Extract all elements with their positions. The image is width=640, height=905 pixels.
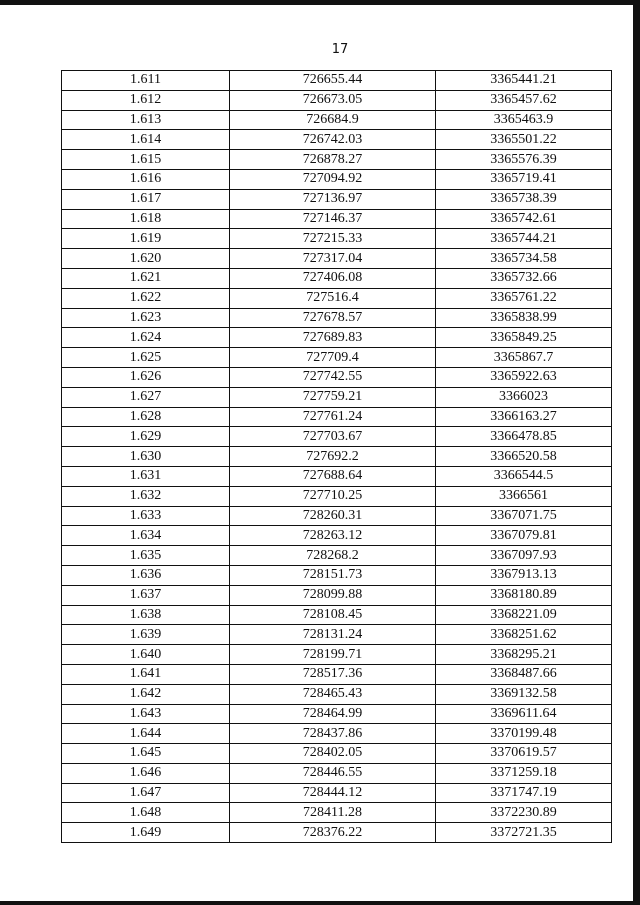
y-coordinate-cell: 3367097.93	[436, 546, 612, 566]
y-coordinate-cell: 3365867.7	[436, 348, 612, 368]
point-number-cell: 1.630	[62, 447, 230, 467]
x-coordinate-cell: 728444.12	[230, 783, 436, 803]
point-number-cell: 1.624	[62, 328, 230, 348]
y-coordinate-cell: 3370619.57	[436, 744, 612, 764]
table-row	[62, 704, 612, 724]
y-coordinate-cell: 3365761.22	[436, 288, 612, 308]
x-coordinate-cell: 727709.4	[230, 348, 436, 368]
y-coordinate-cell: 3367913.13	[436, 565, 612, 585]
x-coordinate-cell: 728411.28	[230, 803, 436, 823]
table-row	[62, 684, 612, 704]
x-coordinate-cell: 726684.9	[230, 110, 436, 130]
x-coordinate-cell: 727742.55	[230, 367, 436, 387]
point-number-cell: 1.616	[62, 169, 230, 189]
point-number-cell: 1.636	[62, 565, 230, 585]
table-row	[62, 90, 612, 110]
point-number-cell: 1.625	[62, 348, 230, 368]
table-row	[62, 387, 612, 407]
x-coordinate-cell: 728151.73	[230, 565, 436, 585]
scan-bottom-border	[0, 901, 640, 905]
table-row	[62, 130, 612, 150]
table-row	[62, 209, 612, 229]
table-row	[62, 605, 612, 625]
point-number-cell: 1.615	[62, 150, 230, 170]
table-row	[62, 249, 612, 269]
y-coordinate-cell: 3370199.48	[436, 724, 612, 744]
y-coordinate-cell: 3372230.89	[436, 803, 612, 823]
x-coordinate-cell: 728263.12	[230, 526, 436, 546]
table-row	[62, 625, 612, 645]
table-row	[62, 506, 612, 526]
point-number-cell: 1.641	[62, 664, 230, 684]
y-coordinate-cell: 3367071.75	[436, 506, 612, 526]
x-coordinate-cell: 728446.55	[230, 763, 436, 783]
table-row	[62, 71, 612, 91]
table-row	[62, 803, 612, 823]
y-coordinate-cell: 3365744.21	[436, 229, 612, 249]
x-coordinate-cell: 727215.33	[230, 229, 436, 249]
y-coordinate-cell: 3366023	[436, 387, 612, 407]
table-row	[62, 447, 612, 467]
point-number-cell: 1.623	[62, 308, 230, 328]
scan-right-border	[633, 0, 640, 905]
x-coordinate-cell: 728464.99	[230, 704, 436, 724]
point-number-cell: 1.620	[62, 249, 230, 269]
x-coordinate-cell: 728199.71	[230, 645, 436, 665]
y-coordinate-cell: 3365922.63	[436, 367, 612, 387]
table-row	[62, 308, 612, 328]
x-coordinate-cell: 728402.05	[230, 744, 436, 764]
point-number-cell: 1.644	[62, 724, 230, 744]
y-coordinate-cell: 3368251.62	[436, 625, 612, 645]
point-number-cell: 1.631	[62, 466, 230, 486]
y-coordinate-cell: 3372721.35	[436, 823, 612, 843]
x-coordinate-cell: 727688.64	[230, 466, 436, 486]
x-coordinate-cell: 728260.31	[230, 506, 436, 526]
table-row	[62, 783, 612, 803]
point-number-cell: 1.628	[62, 407, 230, 427]
y-coordinate-cell: 3365849.25	[436, 328, 612, 348]
x-coordinate-cell: 727678.57	[230, 308, 436, 328]
x-coordinate-cell: 726878.27	[230, 150, 436, 170]
y-coordinate-cell: 3365734.58	[436, 249, 612, 269]
x-coordinate-cell: 728437.86	[230, 724, 436, 744]
coordinates-table	[61, 70, 612, 843]
point-number-cell: 1.611	[62, 71, 230, 91]
table-row	[62, 466, 612, 486]
x-coordinate-cell: 728268.2	[230, 546, 436, 566]
y-coordinate-cell: 3365838.99	[436, 308, 612, 328]
table-row	[62, 150, 612, 170]
x-coordinate-cell: 727406.08	[230, 268, 436, 288]
point-number-cell: 1.642	[62, 684, 230, 704]
table-row	[62, 229, 612, 249]
y-coordinate-cell: 3365457.62	[436, 90, 612, 110]
y-coordinate-cell: 3365732.66	[436, 268, 612, 288]
table-row	[62, 763, 612, 783]
point-number-cell: 1.633	[62, 506, 230, 526]
x-coordinate-cell: 727692.2	[230, 447, 436, 467]
y-coordinate-cell: 3366478.85	[436, 427, 612, 447]
y-coordinate-cell: 3368221.09	[436, 605, 612, 625]
table-row	[62, 823, 612, 843]
y-coordinate-cell: 3369132.58	[436, 684, 612, 704]
y-coordinate-cell: 3365501.22	[436, 130, 612, 150]
table-row	[62, 268, 612, 288]
point-number-cell: 1.614	[62, 130, 230, 150]
x-coordinate-cell: 727516.4	[230, 288, 436, 308]
table-row	[62, 288, 612, 308]
y-coordinate-cell: 3367079.81	[436, 526, 612, 546]
point-number-cell: 1.619	[62, 229, 230, 249]
x-coordinate-cell: 728376.22	[230, 823, 436, 843]
y-coordinate-cell: 3366561	[436, 486, 612, 506]
y-coordinate-cell: 3368180.89	[436, 585, 612, 605]
table-row	[62, 328, 612, 348]
table-row	[62, 585, 612, 605]
x-coordinate-cell: 728108.45	[230, 605, 436, 625]
table-row	[62, 486, 612, 506]
table-row	[62, 367, 612, 387]
table-row	[62, 348, 612, 368]
x-coordinate-cell: 727094.92	[230, 169, 436, 189]
table-row	[62, 664, 612, 684]
point-number-cell: 1.637	[62, 585, 230, 605]
x-coordinate-cell: 726673.05	[230, 90, 436, 110]
x-coordinate-cell: 727759.21	[230, 387, 436, 407]
table-row	[62, 427, 612, 447]
point-number-cell: 1.648	[62, 803, 230, 823]
point-number-cell: 1.617	[62, 189, 230, 209]
point-number-cell: 1.645	[62, 744, 230, 764]
point-number-cell: 1.638	[62, 605, 230, 625]
point-number-cell: 1.640	[62, 645, 230, 665]
point-number-cell: 1.647	[62, 783, 230, 803]
point-number-cell: 1.634	[62, 526, 230, 546]
point-number-cell: 1.612	[62, 90, 230, 110]
y-coordinate-cell: 3371259.18	[436, 763, 612, 783]
x-coordinate-cell: 727146.37	[230, 209, 436, 229]
x-coordinate-cell: 726655.44	[230, 71, 436, 91]
x-coordinate-cell: 728099.88	[230, 585, 436, 605]
y-coordinate-cell: 3368487.66	[436, 664, 612, 684]
y-coordinate-cell: 3368295.21	[436, 645, 612, 665]
point-number-cell: 1.626	[62, 367, 230, 387]
x-coordinate-cell: 727689.83	[230, 328, 436, 348]
table-row	[62, 645, 612, 665]
y-coordinate-cell: 3366544.5	[436, 466, 612, 486]
point-number-cell: 1.621	[62, 268, 230, 288]
x-coordinate-cell: 727703.67	[230, 427, 436, 447]
x-coordinate-cell: 727317.04	[230, 249, 436, 269]
page-number: 17	[331, 42, 349, 57]
y-coordinate-cell: 3365441.21	[436, 71, 612, 91]
point-number-cell: 1.618	[62, 209, 230, 229]
point-number-cell: 1.635	[62, 546, 230, 566]
point-number-cell: 1.629	[62, 427, 230, 447]
table-row	[62, 110, 612, 130]
y-coordinate-cell: 3365738.39	[436, 189, 612, 209]
point-number-cell: 1.622	[62, 288, 230, 308]
y-coordinate-cell: 3365719.41	[436, 169, 612, 189]
y-coordinate-cell: 3371747.19	[436, 783, 612, 803]
y-coordinate-cell: 3369611.64	[436, 704, 612, 724]
table-row	[62, 526, 612, 546]
table-row	[62, 744, 612, 764]
x-coordinate-cell: 727710.25	[230, 486, 436, 506]
point-number-cell: 1.646	[62, 763, 230, 783]
scan-top-border	[0, 0, 640, 5]
y-coordinate-cell: 3366520.58	[436, 447, 612, 467]
coordinates-table-body	[62, 71, 612, 843]
point-number-cell: 1.627	[62, 387, 230, 407]
point-number-cell: 1.643	[62, 704, 230, 724]
x-coordinate-cell: 728517.36	[230, 664, 436, 684]
x-coordinate-cell: 728131.24	[230, 625, 436, 645]
table-row	[62, 565, 612, 585]
table-row	[62, 189, 612, 209]
point-number-cell: 1.639	[62, 625, 230, 645]
x-coordinate-cell: 726742.03	[230, 130, 436, 150]
y-coordinate-cell: 3366163.27	[436, 407, 612, 427]
table-row	[62, 407, 612, 427]
x-coordinate-cell: 727761.24	[230, 407, 436, 427]
y-coordinate-cell: 3365576.39	[436, 150, 612, 170]
point-number-cell: 1.649	[62, 823, 230, 843]
y-coordinate-cell: 3365463.9	[436, 110, 612, 130]
table-row	[62, 169, 612, 189]
x-coordinate-cell: 728465.43	[230, 684, 436, 704]
point-number-cell: 1.613	[62, 110, 230, 130]
x-coordinate-cell: 727136.97	[230, 189, 436, 209]
y-coordinate-cell: 3365742.61	[436, 209, 612, 229]
table-row	[62, 724, 612, 744]
table-row	[62, 546, 612, 566]
point-number-cell: 1.632	[62, 486, 230, 506]
